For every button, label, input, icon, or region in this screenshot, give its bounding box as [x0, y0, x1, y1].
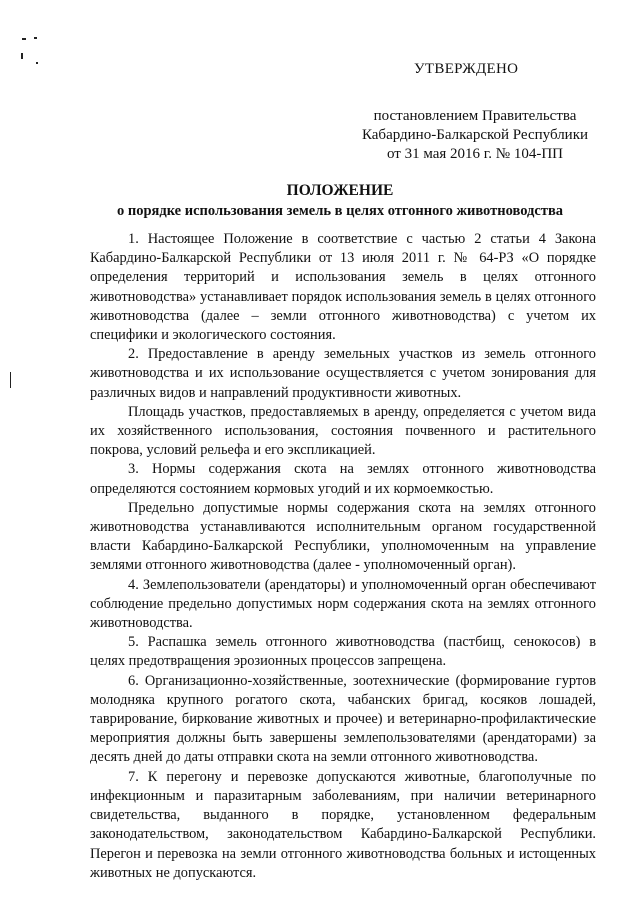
scan-speck: [21, 53, 23, 59]
paragraph: 7. К перегону и перевозке допускаются животные, благополучные по инфекционным и паразитарным заболеваниям, при наличии ветеринарного свидетельства, выданного в порядке, установленном федеральным законодательством, законодательством Кабардино-Балкарской Республики. Перегон и перевозка на земли отгонного животноводства больных и истощенных животных не допускаются.: [90, 768, 596, 881]
paragraph: 6. Организационно-хозяйственные, зоотехнические (формирование гуртов молодняка крупного рогатого скота, чабанских бригад, косяков лошадей, таврирование, биркование животных и прочее) и ветеринарно-профилактические мероприятия должны быть завершены землепользователями (арендаторами) за десять дней до даты отправки скота на земли отгонного животноводства.: [90, 672, 596, 766]
approval-block: [350, 60, 600, 164]
paragraph: 5. Распашка земель отгонного животноводства (пастбищ, сенокосов) в целях предотвращения эрозионных процессов запрещена.: [90, 634, 596, 670]
scan-speck: [10, 372, 11, 388]
paragraph: 2. Предоставление в аренду земельных участков из земель отгонного животноводства и их использование осуществляется с учетом зонирования для различных видов и направлений продуктивности животных.: [90, 346, 596, 401]
approval-date-line: от 31 мая 2016 г. № 104-ПП: [387, 146, 563, 162]
paragraph: Площадь участков, предоставляемых в аренду, определяется с учетом вида их хозяйственного использования, состояния почвенного и растительного покрова, условий рельефа и его экспликацией.: [90, 403, 596, 459]
document-body: [90, 230, 596, 883]
approval-line: постановлением Правительства: [373, 108, 577, 124]
paragraph: Предельно допустимые нормы содержания скота на землях отгонного животноводства устанавливаются исполнительным органом государственной власти Кабардино-Балкарской Республики, уполномоченным на управление землями отгонного животноводства (далее - уполномоченный орган).: [90, 499, 596, 574]
approval-line: Кабардино-Балкарской Республики: [361, 127, 589, 143]
title-subtitle: о порядке использования земель в целях отгонного животноводства: [116, 203, 564, 219]
paragraph: 3. Нормы содержания скота на землях отгонного животноводства определяются состоянием кормовых угодий и их кормоемкостью.: [90, 461, 596, 497]
document-title: [40, 181, 640, 221]
scan-speck: [34, 37, 37, 39]
paragraph: 1. Настоящее Положение в соответствие с частью 2 статьи 4 Закона Кабардино-Балкарской Республики от 13 июля 2011 г. № 64-РЗ «О порядке определения территорий и использования земель в целях отгонного животноводства» устанавливает порядок использования земель в целях отгонного животноводства (далее – земли отгонного животноводства) с учетом их специфики и экологического состояния.: [90, 231, 596, 344]
title-main: ПОЛОЖЕНИЕ: [286, 182, 394, 199]
scan-speck: [36, 62, 38, 64]
paragraph: 4. Землепользователи (арендаторы) и уполномоченный орган обеспечивают соблюдение предельно допустимых норм содержания скота на землях отгонного животноводства.: [90, 576, 596, 632]
scan-speck: [22, 38, 26, 40]
approval-heading: УТВЕРЖДЕНО: [414, 61, 519, 77]
